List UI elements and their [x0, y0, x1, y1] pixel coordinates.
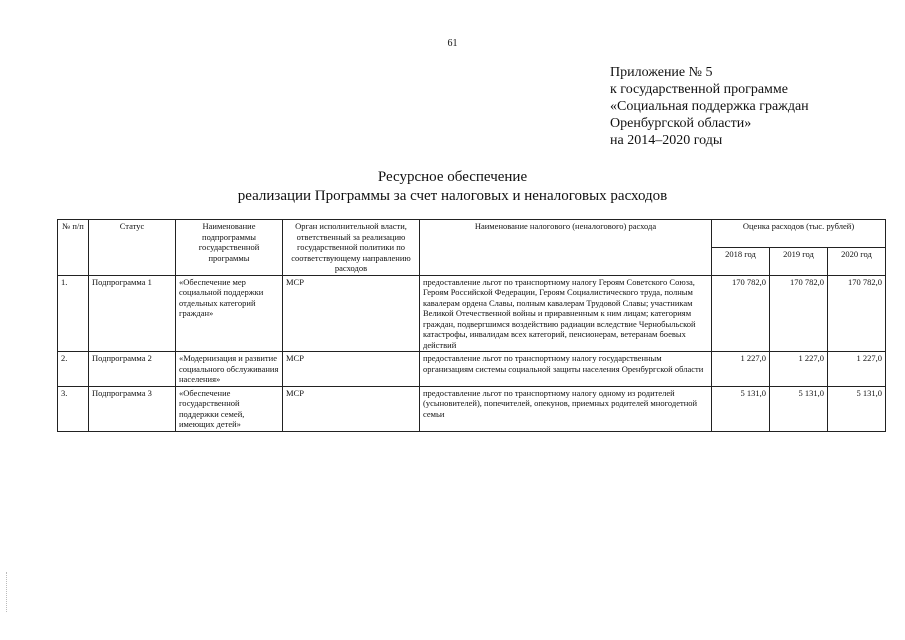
- header-organ: Орган исполнительной власти, ответственный за реализацию государственной политики по соответствующему направлению расходов: [283, 220, 420, 276]
- cell-name: «Обеспечение государственной поддержки семей, имеющих детей»: [176, 386, 283, 431]
- appendix-line: Оренбургской области»: [610, 116, 752, 131]
- cell-num: 1.: [58, 275, 89, 352]
- cell-num: 3.: [58, 386, 89, 431]
- cell-organ: МСР: [283, 386, 420, 431]
- cell-expense: предоставление льгот по транспортному налогу государственным организациям системы социальной защиты населения Оренбургской области: [420, 352, 712, 387]
- appendix-block: [610, 64, 809, 149]
- cell-expense: предоставление льгот по транспортному налогу Героям Советского Союза, Героям Российской Федерации, Героям Социалистического труда, полным кавалерам ордена Славы, полным кавалерам Трудовой Славы; участникам Великой Отечественной войны и приравненным к ним лицам; категориям граждан, подвергшимся воздействию радиации вследствие Чернобыльской катастрофы, инвалидам всех категорий, пенсионерам, ветеранам боевых действий: [420, 275, 712, 352]
- header-expense: Наименование налогового (неналогового) расхода: [420, 220, 712, 276]
- page-number: 61: [447, 38, 458, 49]
- cell-2019: 170 782,0: [770, 275, 828, 352]
- header-estimate: Оценка расходов (тыс. рублей): [712, 220, 886, 248]
- cell-2020: 1 227,0: [828, 352, 886, 387]
- table-row: [58, 386, 886, 431]
- cell-name: «Обеспечение мер социальной поддержки отдельных категорий граждан»: [176, 275, 283, 352]
- appendix-line: к государственной программе: [610, 82, 788, 97]
- cell-status: Подпрограмма 2: [89, 352, 176, 387]
- cell-expense: предоставление льгот по транспортному налогу одному из родителей (усыновителей), попечителей, опекунов, приемных родителей многодетной семьи: [420, 386, 712, 431]
- appendix-line: на 2014–2020 годы: [610, 133, 723, 148]
- cell-status: Подпрограмма 3: [89, 386, 176, 431]
- document-title: [0, 168, 905, 206]
- table-row: [58, 275, 886, 352]
- header-year-2019: 2019 год: [770, 247, 828, 275]
- title-line: реализации Программы за счет налоговых и неналоговых расходов: [237, 188, 668, 204]
- cell-2018: 1 227,0: [712, 352, 770, 387]
- cell-status: Подпрограмма 1: [89, 275, 176, 352]
- cell-organ: МСР: [283, 275, 420, 352]
- appendix-line: «Социальная поддержка граждан: [610, 99, 809, 114]
- cell-2019: 1 227,0: [770, 352, 828, 387]
- title-line: Ресурсное обеспечение: [377, 169, 528, 185]
- table-row: [58, 352, 886, 387]
- cell-name: «Модернизация и развитие социального обслуживания населения»: [176, 352, 283, 387]
- cell-2020: 5 131,0: [828, 386, 886, 431]
- header-status: Статус: [89, 220, 176, 276]
- cell-2018: 5 131,0: [712, 386, 770, 431]
- header-subprogram-name: Наименование подпрограммы государственной программы: [176, 220, 283, 276]
- cell-2019: 5 131,0: [770, 386, 828, 431]
- cell-num: 2.: [58, 352, 89, 387]
- header-row: [58, 220, 886, 248]
- cell-organ: МСР: [283, 352, 420, 387]
- scan-edge-mark: [6, 572, 8, 612]
- resource-table: [57, 219, 886, 432]
- header-year-2018: 2018 год: [712, 247, 770, 275]
- cell-2020: 170 782,0: [828, 275, 886, 352]
- cell-2018: 170 782,0: [712, 275, 770, 352]
- appendix-line: Приложение № 5: [610, 65, 713, 80]
- header-num: № п/п: [58, 220, 89, 276]
- header-year-2020: 2020 год: [828, 247, 886, 275]
